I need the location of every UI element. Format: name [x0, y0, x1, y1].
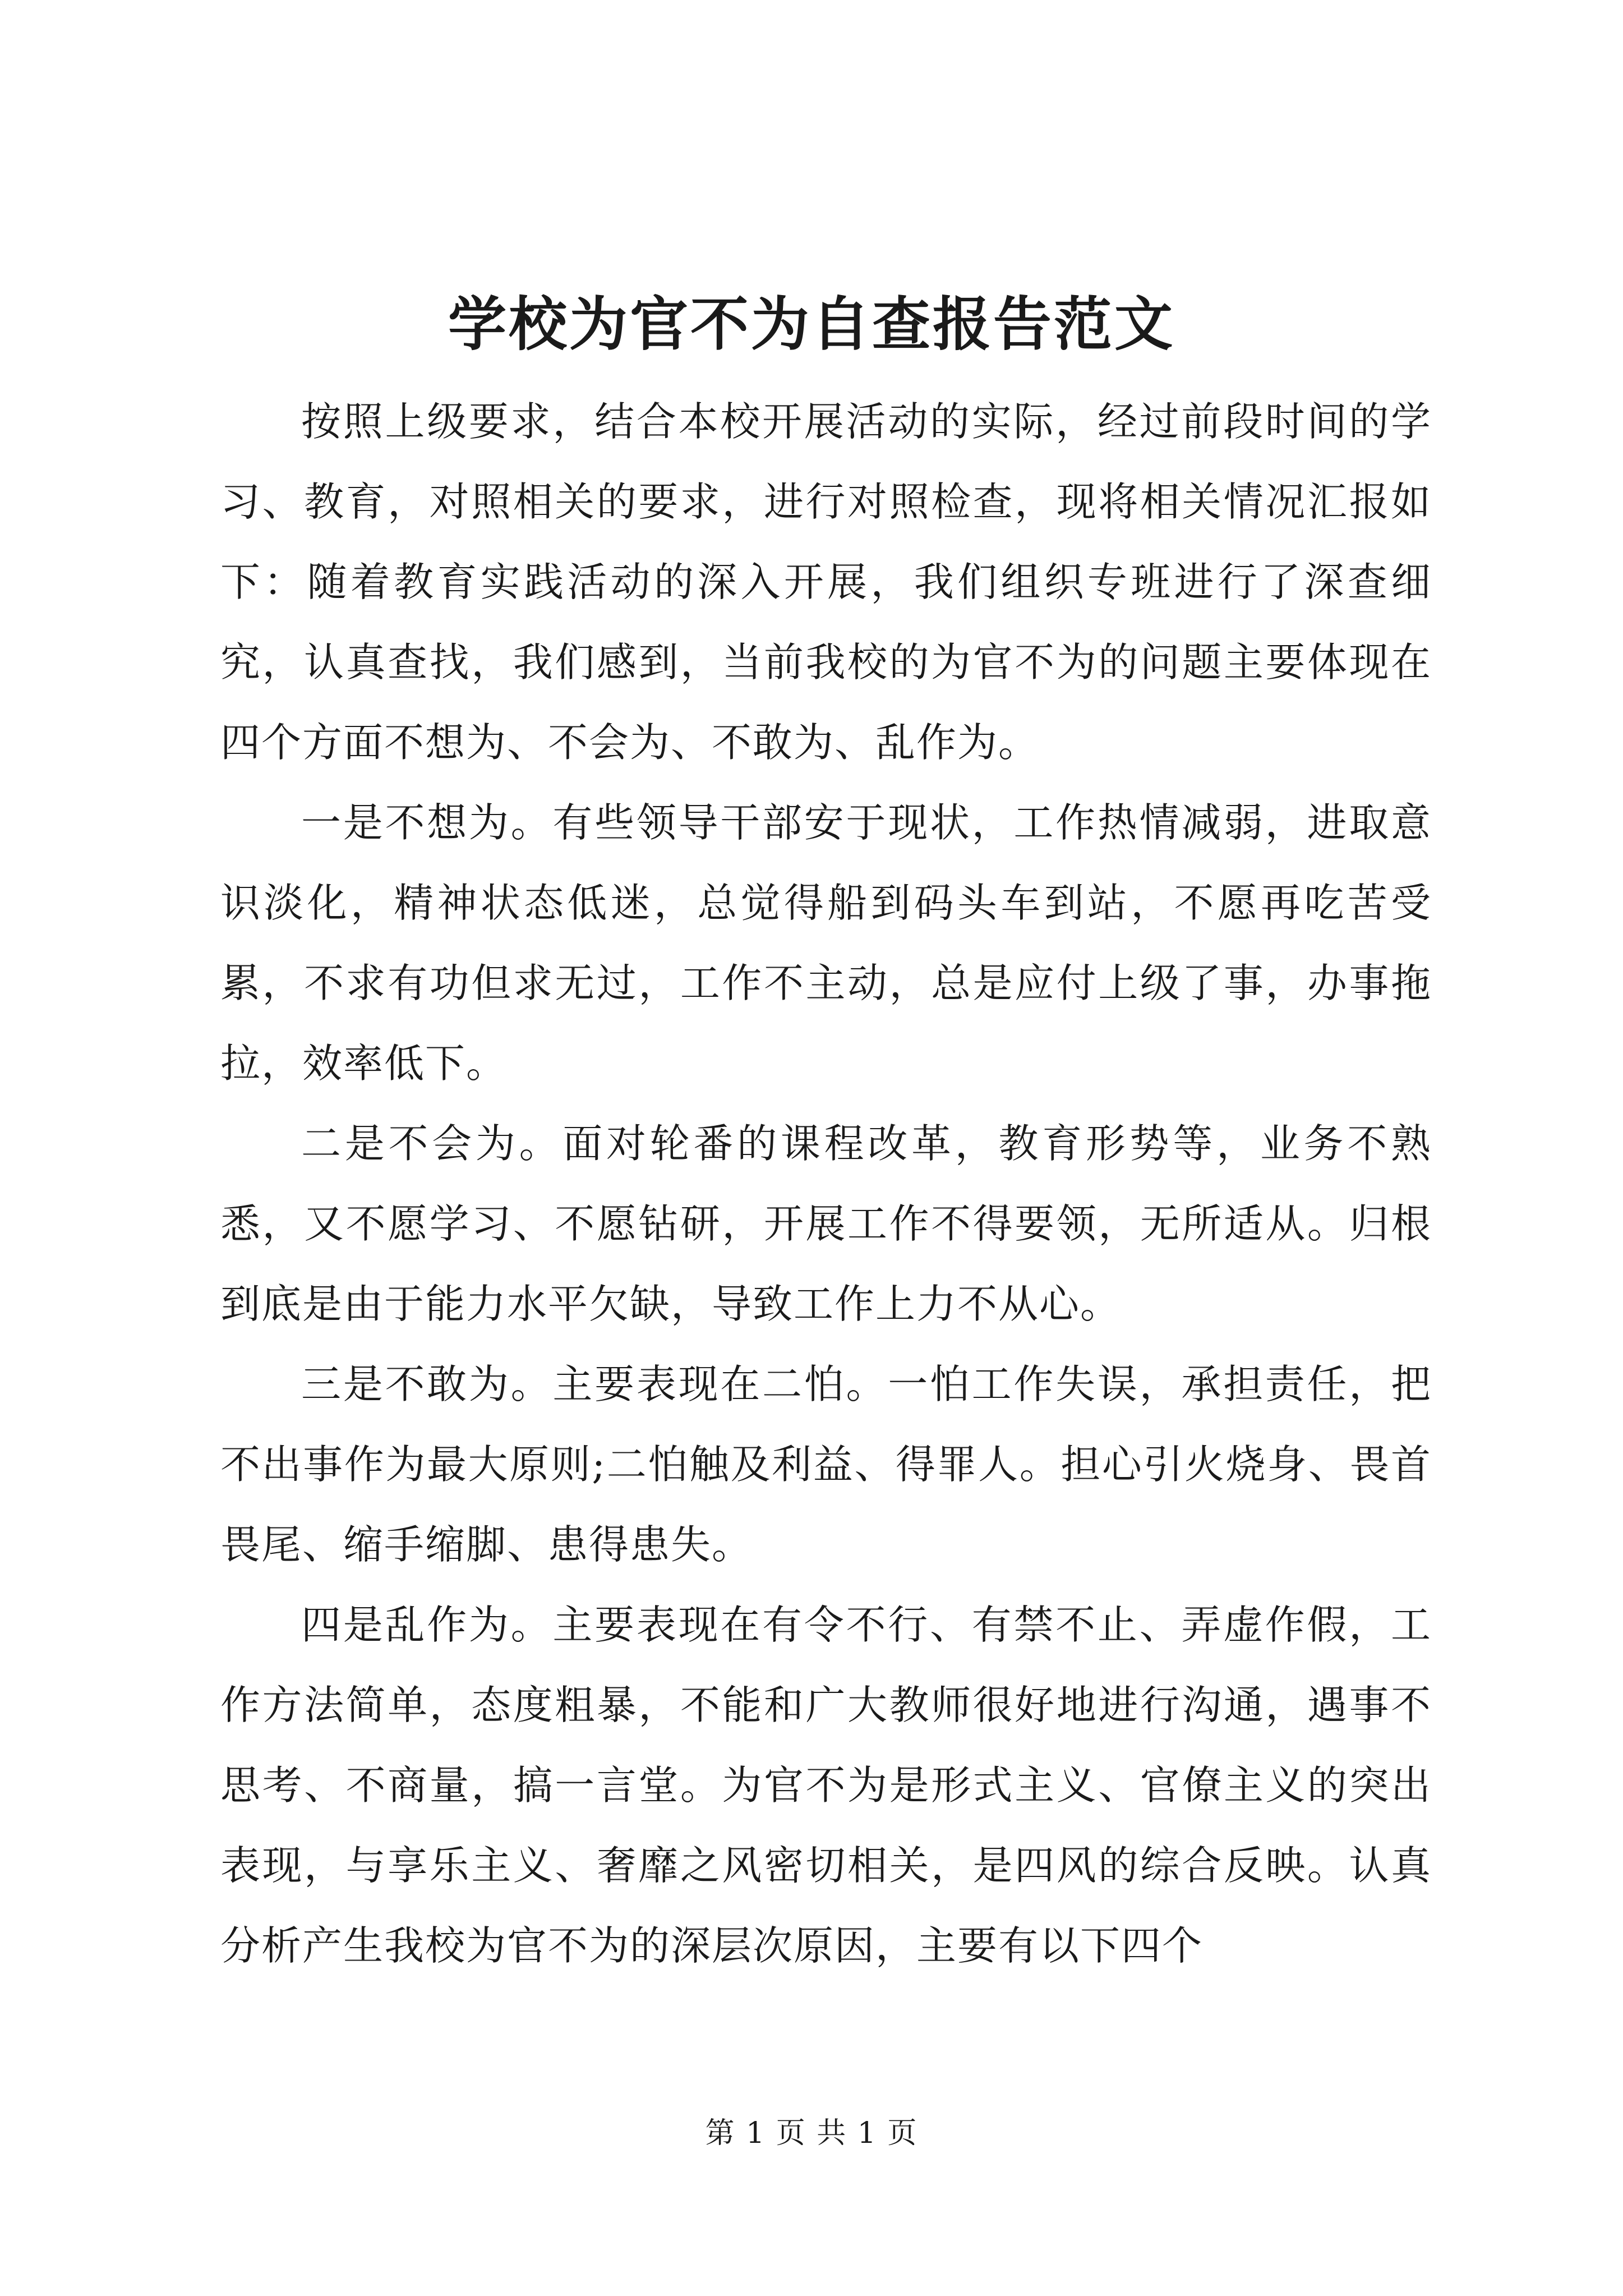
page-footer: 第 1 页 共 1 页 [705, 2116, 918, 2150]
paragraph-not-want: 一是不想为。有些领导干部安于现状，工作热情减弱，进取意识淡化，精神状态低迷，总觉得船到码头车到站，不愿再吃苦受累，不求有功但求无过，工作不主动，总是应付上级了事，办事拖拉，效率低下。 [220, 799, 1432, 1087]
document-title: 学校为官不为自查报告范文 [448, 289, 1175, 358]
document-body [220, 381, 1432, 1986]
paragraph-not-able: 二是不会为。面对轮番的课程改革，教育形势等，业务不熟悉，又不愿学习、不愿钻研，开展工作不得要领，无所适从。归根到底是由于能力水平欠缺，导致工作上力不从心。 [220, 1120, 1432, 1327]
paragraph-misconduct: 四是乱作为。主要表现在有令不行、有禁不止、弄虚作假，工作方法简单，态度粗暴，不能和广大教师很好地进行沟通，遇事不思考、不商量，搞一言堂。为官不为是形式主义、官僚主义的突出表现，与享乐主义、奢靡之风密切相关，是四风的综合反映。认真分析产生我校为官不为的深层次原因，主要有以下四个 [220, 1602, 1432, 1969]
paragraph-intro: 按照上级要求，结合本校开展活动的实际，经过前段时间的学习、教育，对照相关的要求，进行对照检查，现将相关情况汇报如下：随着教育实践活动的深入开展，我们组织专班进行了深查细究，认真查找，我们感到，当前我校的为官不为的问题主要体现在四个方面不想为、不会为、不敢为、乱作为。 [220, 398, 1432, 766]
paragraph-not-dare: 三是不敢为。主要表现在二怕。一怕工作失误，承担责任，把不出事作为最大原则;二怕触及利益、得罪人。担心引火烧身、畏首畏尾、缩手缩脚、患得患失。 [220, 1361, 1432, 1568]
